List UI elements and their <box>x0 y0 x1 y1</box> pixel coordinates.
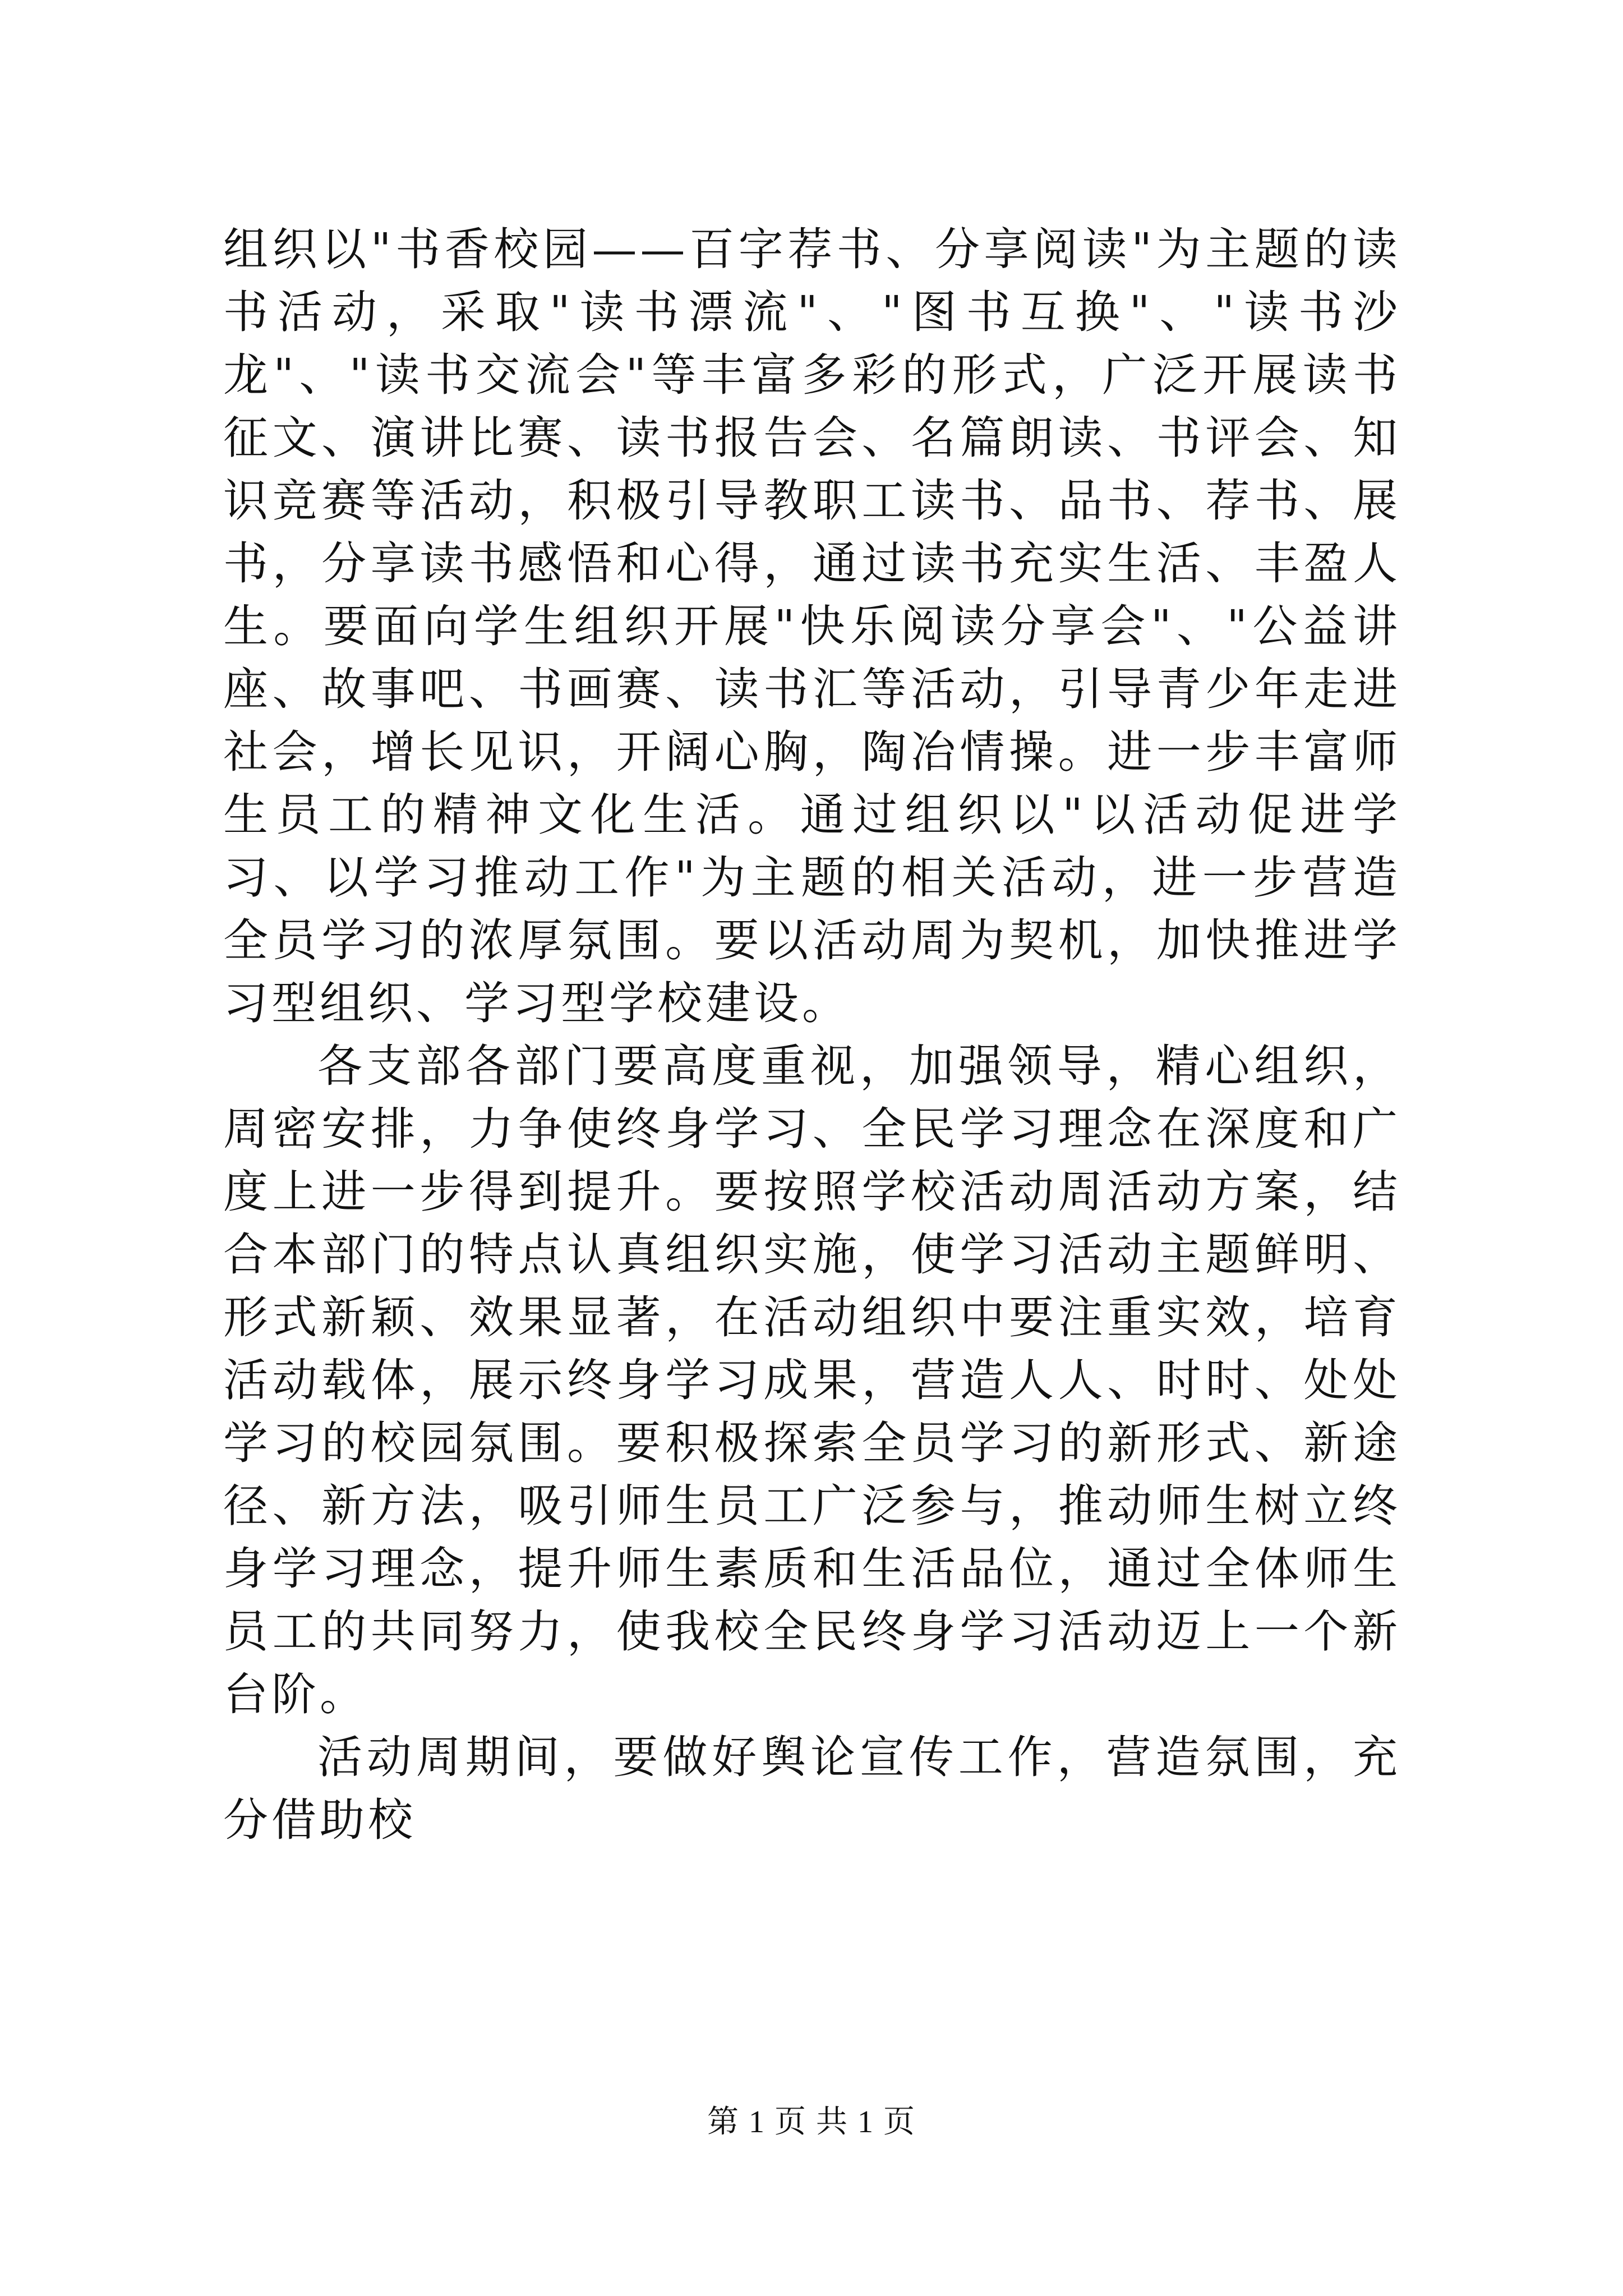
paragraph-continued: 组织以"书香校园——百字荐书、分享阅读"为主题的读书活动，采取"读书漂流"、"图书互换"、"读书沙龙"、"读书交流会"等丰富多彩的形式，广泛开展读书征文、演讲比赛、读书报告会、名篇朗读、书评会、知识竞赛等活动，积极引导教职工读书、品书、荐书、展书，分享读书感悟和心得，通过读书充实生活、丰盈人生。要面向学生组织开展"快乐阅读分享会"、"公益讲座、故事吧、书画赛、读书汇等活动，引导青少年走进社会，增长见识，开阔心胸，陶冶情操。进一步丰富师生员工的精神文化生活。通过组织以"以活动促进学习、以学习推动工作"为主题的相关活动，进一步营造全员学习的浓厚氛围。要以活动周为契机，加快推进学习型组织、学习型学校建设。 <box>223 223 1401 1029</box>
paragraph-departments: 各支部各部门要高度重视，加强领导，精心组织，周密安排，力争使终身学习、全民学习理念在深度和广度上进一步得到提升。要按照学校活动周活动方案，结合本部门的特点认真组织实施，使学习活动主题鲜明、形式新颖、效果显著，在活动组织中要注重实效，培育活动载体，展示终身学习成果，营造人人、时时、处处学习的校园氛围。要积极探索全员学习的新形式、新途径、新方法，吸引师生员工广泛参与，推动师生树立终身学习理念，提升师生素质和生活品位，通过全体师生员工的共同努力，使我校全民终身学习活动迈上一个新台阶。 <box>223 1040 1401 1720</box>
body-text <box>223 218 1401 1852</box>
page-footer: 第 1 页 共 1 页 <box>707 2105 916 2139</box>
paragraph-publicity: 活动周期间，要做好舆论宣传工作，营造氛围，充分借助校 <box>223 1731 1401 1846</box>
